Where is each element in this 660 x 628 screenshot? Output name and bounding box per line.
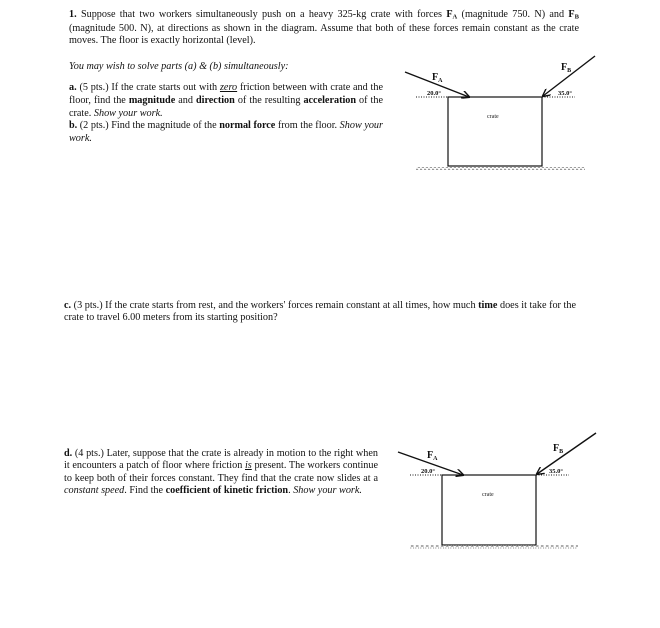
force-b-label: $F_B$ — [561, 62, 572, 74]
problem-statement: 1. Suppose that two workers simultaneously push on a heavy 325-kg crate with forces $F_A$ (magnitude 750. N) and $F_B$ (magnitude 500. N), at directions as shown in the diagram. Assume that both of these forces remain constant as the crate moves. The floor is exactly horizontal (level). — [69, 9, 579, 46]
diagram-top — [405, 56, 595, 170]
force-a-label: $F_A$ — [427, 450, 438, 462]
crate-box — [442, 475, 536, 545]
floor-smooth — [416, 167, 585, 170]
force-b-arrow — [537, 433, 596, 474]
force-b-symbol: $F_B$ — [568, 9, 579, 21]
problem-number: 1. — [69, 9, 77, 20]
solve-hint: You may wish to solve parts (a) & (b) simultaneously: — [69, 61, 289, 72]
crate-label: crate — [487, 114, 499, 120]
crate-box — [448, 97, 542, 166]
force-a-label: $F_A$ — [432, 72, 443, 84]
angle-b-label: 35.0° — [558, 90, 572, 97]
part-d: d. (4 pts.) Later, suppose that the crate is already in motion to the right when it encounters a patch of floor where friction is present. The workers continue to keep both of their forces constant. They find that the crate now slides at a constant speed. Find the coefficient of kinetic friction. Show your work. — [64, 448, 378, 496]
part-a-b: a. (5 pts.) If the crate starts out with zero friction between with crate and the floor, find the magnitude and direction of the resulting acceleration of the crate. Show your work. b. (2 pts.) Find the magnitude of the normal force from the floor. Show your work. — [69, 82, 383, 145]
crate-label: crate — [482, 492, 494, 498]
is-emphasis: is — [244, 460, 252, 472]
zero-emphasis: zero — [219, 82, 238, 93]
angle-a-label: 20.0° — [427, 90, 441, 97]
part-c: c. (3 pts.) If the crate starts from rest, and the workers' forces remain constant at all times, how much time does it take for the crate to travel 6.00 meters from its starting position? — [64, 300, 576, 324]
floor-rough — [410, 545, 578, 549]
diagram-bottom — [398, 433, 596, 549]
angle-b-label: 35.0° — [549, 468, 563, 475]
angle-a-label: 20.0° — [421, 468, 435, 475]
force-a-symbol: $F_A$ — [446, 9, 458, 21]
force-b-label: $F_B$ — [553, 443, 564, 455]
